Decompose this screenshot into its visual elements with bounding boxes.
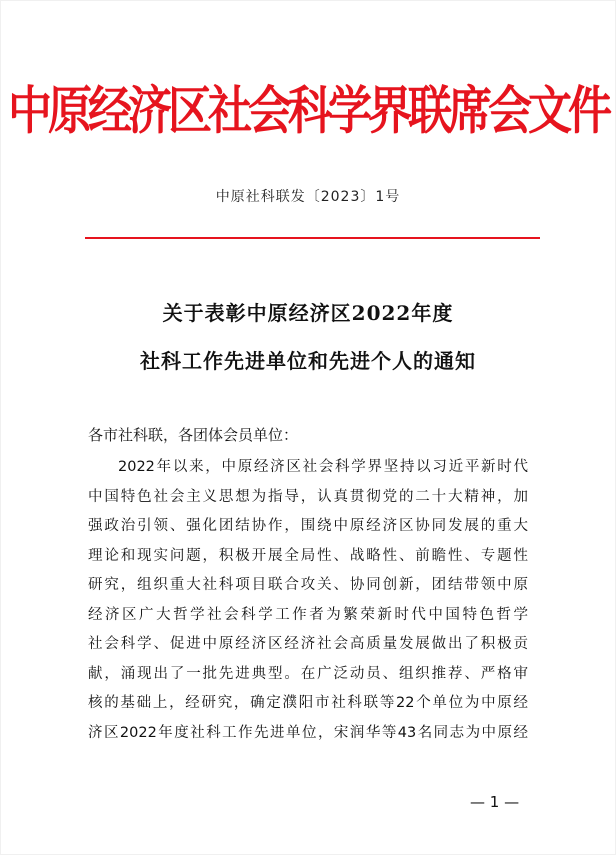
body-line: 中国特色社会主义思想为指导，认真贯彻党的二十大精神，加: [88, 488, 528, 505]
body-line: 济区2022年度社科工作先进单位，宋润华等43名同志为中原经: [88, 724, 528, 741]
body-line: 强政治引领、强化团结协作，围绕中原经济区协同发展的重大: [88, 518, 528, 534]
body-line: 献，涌现出了一批先进典型。在广泛动员、组织推荐、严格审: [88, 665, 528, 682]
body-line: 理论和现实问题，积极开展全局性、战略性、前瞻性、专题性: [88, 547, 528, 564]
salutation: 各市社科联，各团体会员单位：: [88, 426, 299, 444]
body-paragraph: [88, 453, 528, 748]
body-line: 核的基础上，经研究，确定濮阳市社科联等22个单位为中原经: [88, 695, 528, 711]
document-number: 中原社科联发〔2023〕1号: [215, 189, 401, 205]
red-divider-line: [85, 237, 540, 239]
body-line: 研究，组织重大社科项目联合攻关、协同创新，团结带领中原: [88, 577, 528, 593]
notice-title-line-2: 社科工作先进单位和先进个人的通知: [140, 349, 476, 373]
body-line: 经济区广大哲学社会科学工作者为繁荣新时代中国特色哲学: [88, 606, 528, 623]
body-line: 2022年以来，中原经济区社会科学界坚持以习近平新时代: [118, 459, 528, 475]
page-number: — 1 —: [470, 793, 520, 811]
body-line: 社会科学、促进中原经济区经济社会高质量发展做出了积极贡: [88, 636, 528, 652]
masthead-title: 中原经济区社会科学界联席会文件: [8, 81, 608, 142]
notice-title-line-1: 关于表彰中原经济区2022年度: [162, 301, 454, 325]
